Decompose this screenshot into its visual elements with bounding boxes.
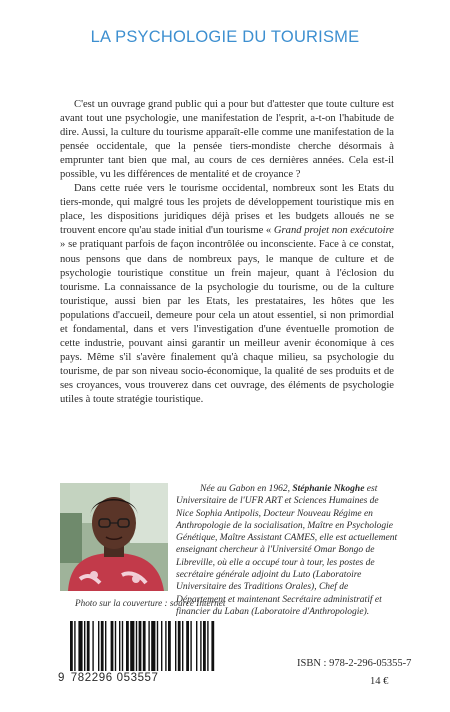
barcode-bar <box>70 621 73 671</box>
barcode-bar <box>78 621 82 671</box>
barcode-bar <box>87 621 90 671</box>
barcode-bar <box>119 621 120 671</box>
photo-credit: Photo sur la couverture : source Internet <box>75 598 226 608</box>
barcode-lead-digit: 9 <box>58 672 65 684</box>
barcode-bar <box>178 621 181 671</box>
barcode-bar <box>122 621 123 671</box>
barcode-bar <box>207 621 208 671</box>
barcode-bar <box>157 621 158 671</box>
author-bio-intro: Née au Gabon en 1962, <box>200 484 290 494</box>
author-bio-text: est Universitaire de l'UFR ART et Sciences Humaines de Nice Sophia Antipolis, Docteur Nouveau Régime en Anthropologie de la socialisation, Maître en Psychologie Génétique, Maître Assistant CAMES, elle est actuellement enseignant chercheur à l'Université Omar Bongo de Libreville, où elle a occupé tour à tour, les postes de secrétaire générale adjoint du Luto (Laboratoire Universitaire des Traditions Orales), Chef de Département et maintenant Secrétaire administratif et financier du Laban (Laboratoire d'Anthropologie). <box>176 484 398 617</box>
barcode-bar <box>126 621 129 671</box>
barcode-bar <box>136 621 137 671</box>
summary-paragraph-2-end: » se pratiquant parfois de façon incontrôlée ou inconsciente. Face à ce constat, nous pensons que dans de nombreux pays, le manque de culture et de psychologie touristique constitue un frein majeur, quant à l'éclosion du tourisme. La connaissance de la psychologie du tourisme, ou de la culture touristique, aussi bien par les Etats, les prestataires, les hôtes que les populations d'accueil, demeure pour cela un atout essentiel, si non primordial et fondamental, dans et vers l'investigation d'une éventuelle promotion de cette industrie, pouvant ainsi garantir un meilleur avenir économique à ces pays. Même s'il s'avère finalement qu'à chaque milieu, sa psychologie du tourisme, de par son niveau socio-économique, la qualité de ses produits et de ses croyances, vous trouverez dans cet ouvrage, des éléments de psychologie utiles à toute stratégie touristique. <box>60 239 394 405</box>
barcode-bar <box>84 621 85 671</box>
summary-quoted-phrase: Grand projet non exécutoire <box>271 225 395 237</box>
barcode-bar <box>148 621 149 671</box>
barcode-bar <box>92 621 93 671</box>
price: 14 € <box>370 676 389 687</box>
barcode-bar <box>98 621 99 671</box>
barcode-bar <box>165 621 166 671</box>
barcode-bar <box>203 621 206 671</box>
barcode-group-1: 782296 <box>70 672 113 684</box>
barcode-bar <box>211 621 214 671</box>
barcode-bar <box>186 621 189 671</box>
barcode-bar <box>143 621 146 671</box>
barcode-bar <box>151 621 155 671</box>
barcode-bar <box>200 621 201 671</box>
barcode-bar <box>115 621 116 671</box>
barcode-digits <box>58 672 218 684</box>
author-name: Stéphanie Nkoghe <box>292 484 365 494</box>
isbn: ISBN : 978-2-296-05355-7 <box>297 658 412 669</box>
barcode-bar <box>168 621 171 671</box>
book-title: LA PSYCHOLOGIE DU TOURISME <box>90 28 360 46</box>
barcode-bar <box>105 621 106 671</box>
barcode-bar <box>190 621 191 671</box>
barcode-bar <box>196 621 197 671</box>
barcode-bar <box>111 621 114 671</box>
barcode-bar <box>182 621 183 671</box>
barcode-bar <box>101 621 104 671</box>
summary-paragraph-1: C'est un ouvrage grand public qui a pour but d'attester que toute culture est avant tout une psychologie, une manifestation de l'esprit, a-t-on l'habitude de dire. Aussi, la culture du tourisme apparaît-elle comme une manifestation de la pensée occidentale, que la pensée tiers-mondiste cherche désormais à emprunter tant bien que mal, au cours de ces dernières années. Cela est-il possible, vu les différences de mentalité et de croyance ? <box>60 99 394 181</box>
barcode-bar <box>175 621 176 671</box>
barcode-bar <box>139 621 142 671</box>
summary-paragraph-2-start: Dans cette ruée vers le tourisme occidental, nombreux sont les Etats du tiers-monde, qui malgré tous les projets de développement touristique mis en place, les dispositions juridiques déjà prises et les budgets alloués ne se trouvent encore qu'au stade initial d'un tourisme « <box>60 183 394 237</box>
author-photo <box>60 483 168 591</box>
barcode-group-2: 053557 <box>116 672 159 684</box>
back-cover-summary <box>60 98 394 407</box>
barcode-bar <box>74 621 75 671</box>
barcode-bar <box>161 621 162 671</box>
barcode-bar <box>130 621 134 671</box>
summary-paragraph-2 <box>60 182 394 407</box>
